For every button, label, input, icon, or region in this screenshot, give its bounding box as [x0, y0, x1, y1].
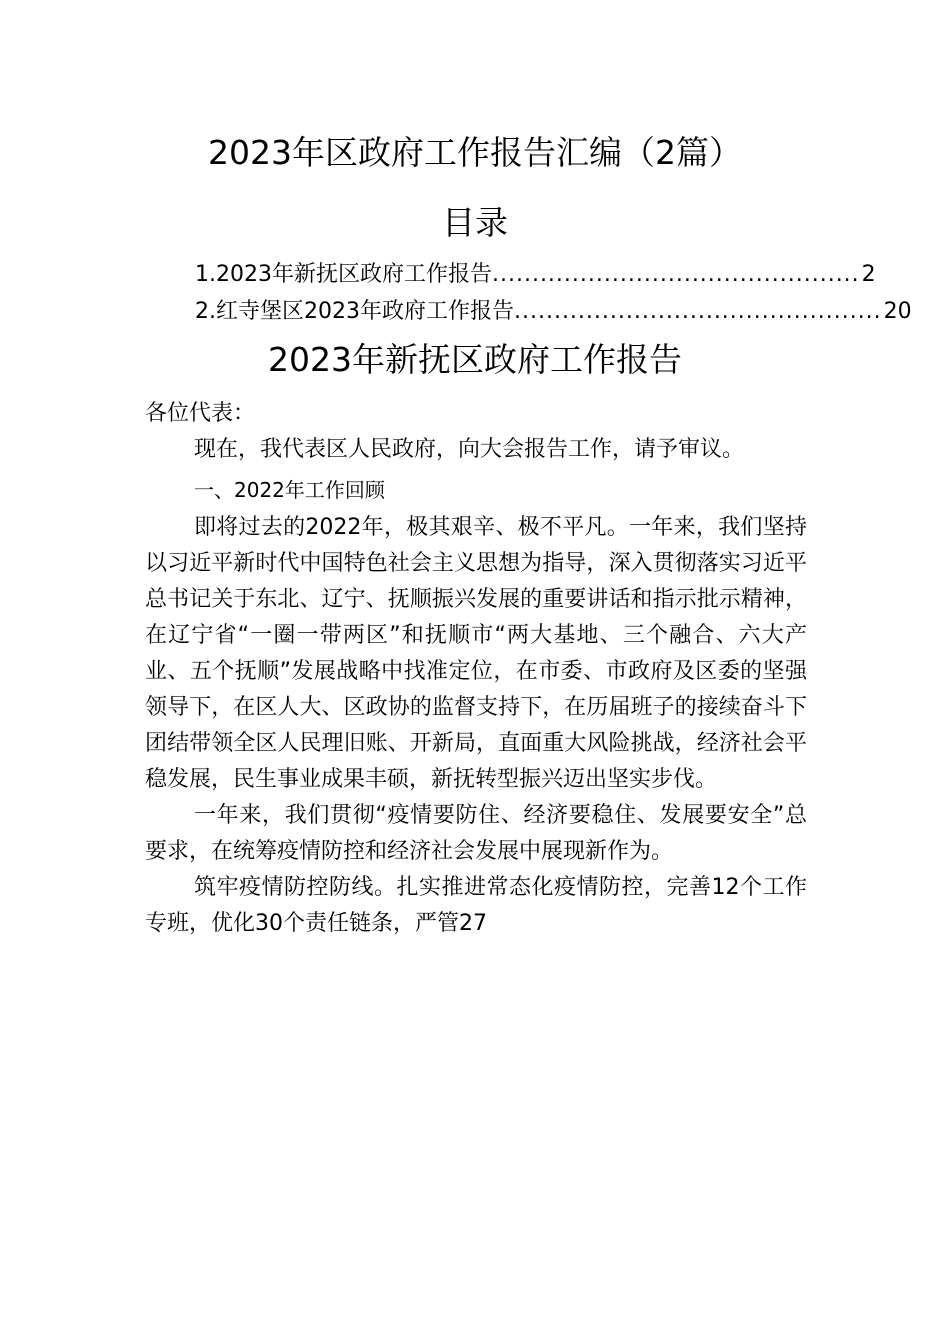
body-paragraph: 筑牢疫情防控防线。扎实推进常态化疫情防控，完善12个工作专班，优化30个责任链条，严管27 [145, 875, 807, 936]
table-of-contents [195, 256, 912, 330]
toc-heading: 目录 [442, 203, 508, 242]
intro-paragraph: 现在，我代表区人民政府，向大会报告工作，请予审议。 [194, 437, 745, 462]
toc-leader-dots: .............................................. [491, 262, 860, 287]
compilation-title: 2023年区政府工作报告汇编（2篇） [208, 133, 742, 172]
toc-page-number: 2 [861, 262, 876, 287]
body-paragraph: 一年来，我们贯彻“疫情要防住、经济要稳住、发展要安全”总要求，在统筹疫情防控和经济社会发展中展现新作为。 [145, 803, 808, 864]
toc-page-number: 20 [883, 299, 912, 324]
salutation: 各位代表： [145, 401, 256, 426]
toc-entry-label: 1.2023年新抚区政府工作报告 [195, 262, 492, 287]
toc-entry-label: 2.红寺堡区2023年政府工作报告 [195, 299, 514, 324]
toc-leader-dots: .............................................. [513, 299, 882, 324]
toc-entry[interactable] [195, 293, 912, 330]
section-heading: 一、2022年工作回顾 [194, 478, 385, 502]
toc-entry[interactable] [195, 256, 876, 293]
report-body [145, 396, 807, 942]
report-title: 2023年新抚区政府工作报告 [268, 340, 682, 379]
body-paragraph: 即将过去的2022年，极其艰辛、极不平凡。一年来，我们坚持以习近平新时代中国特色社会主义思想为指导，深入贯彻落实习近平总书记关于东北、辽宁、抚顺振兴发展的重要讲话和指示批示精神，在辽宁省“一圈一带两区”和抚顺市“两大基地、三个融合、六大产业、五个抚顺”发展战略中找准定位，在市委、市政府及区委的坚强领导下，在区人大、区政协的监督支持下，在历届班子的接续奋斗下团结带领全区人民理旧账、开新局，直面重大风险挑战，经济社会平稳发展，民生事业成果丰硕，新抚转型振兴迈出坚实步伐。 [145, 515, 807, 792]
